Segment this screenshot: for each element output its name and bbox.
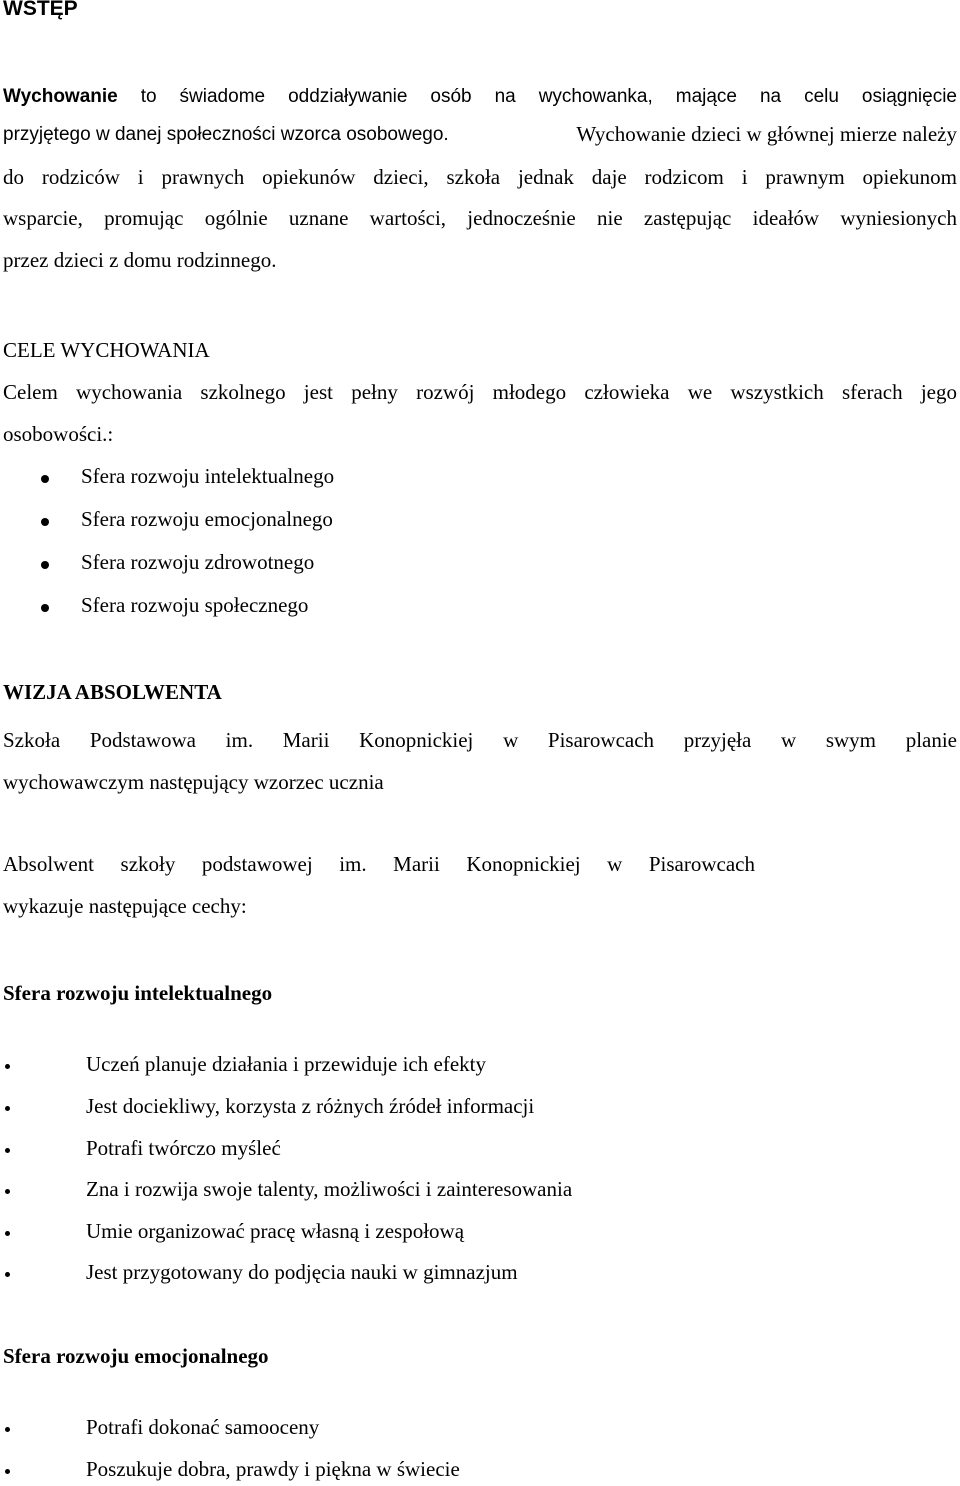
- intel-item-1: Uczeń planuje działania i przewiduje ich efekty: [86, 1052, 486, 1076]
- bullet-icon: [5, 1189, 10, 1194]
- intel-item-6: Jest przygotowany do podjęcia nauki w gimnazjum: [86, 1260, 518, 1284]
- bullet-icon: [41, 561, 49, 569]
- bullet-icon: [41, 604, 49, 612]
- emoc-item-2: Poszukuje dobra, prawdy i piękna w świecie: [86, 1457, 460, 1481]
- intel-item-2: Jest dociekliwy, korzysta z różnych źródeł informacji: [86, 1094, 535, 1118]
- heading-wstep: WSTĘP: [3, 0, 78, 20]
- intro-term: Wychowanie: [3, 86, 118, 107]
- bullet-icon: [5, 1272, 10, 1277]
- cele-item-2: Sfera rozwoju emocjonalnego: [81, 507, 333, 531]
- wizja-line-1: Szkoła Podstawowa im. Marii Konopnickiej w Pisarowcach przyjęła w swym planie: [3, 728, 957, 752]
- bullet-icon: [41, 518, 49, 526]
- absolwent-line-1: Absolwent szkoły podstawowej im. Marii Konopnickiej w Pisarowcach: [3, 852, 755, 876]
- intel-item-3: Potrafi twórczo myśleć: [86, 1136, 281, 1160]
- wizja-line-2: wychowawczym następujący wzorzec ucznia: [3, 770, 384, 794]
- intel-item-5: Umie organizować pracę własną i zespołową: [86, 1219, 465, 1243]
- emoc-item-1: Potrafi dokonać samooceny: [86, 1415, 320, 1439]
- absolwent-line-2: wykazuje następujące cechy:: [3, 894, 247, 918]
- heading-intelektualnego: Sfera rozwoju intelektualnego: [3, 981, 273, 1005]
- bullet-icon: [5, 1469, 10, 1474]
- intro-line-4: wsparcie, promując ogólnie uznane wartości, jednocześnie nie zastępując ideałów wyniesionych: [3, 206, 957, 230]
- bullet-icon: [5, 1064, 10, 1069]
- intro-line-3: do rodziców i prawnych opiekunów dzieci, szkoła jednak daje rodzicom i prawnym opiekunom: [3, 165, 957, 189]
- bullet-icon: [5, 1231, 10, 1236]
- cele-line-2: osobowości.:: [3, 422, 114, 446]
- intro-line-1-text: to świadome oddziaływanie osób na wychowanka, mające na celu osiągnięcie: [117, 86, 957, 107]
- cele-item-4: Sfera rozwoju społecznego: [81, 593, 309, 617]
- intro-line-2-sans: przyjętego w danej społeczności wzorca osobowego.: [3, 124, 449, 145]
- bullet-icon: [5, 1427, 10, 1432]
- intro-line-2: [3, 124, 957, 147]
- heading-emocjonalnego: Sfera rozwoju emocjonalnego: [3, 1344, 269, 1368]
- bullet-icon: [5, 1148, 10, 1153]
- cele-item-1: Sfera rozwoju intelektualnego: [81, 464, 335, 488]
- cele-item-3: Sfera rozwoju zdrowotnego: [81, 550, 315, 574]
- intro-line-1: [3, 86, 957, 108]
- intro-line-2-serif: Wychowanie dzieci w głównej mierze należy: [576, 122, 957, 146]
- cele-line-1: Celem wychowania szkolnego jest pełny rozwój młodego człowieka we wszystkich sferach jego: [3, 380, 957, 404]
- heading-cele: CELE WYCHOWANIA: [3, 338, 210, 362]
- heading-wizja: WIZJA ABSOLWENTA: [3, 680, 222, 704]
- intro-line-5: przez dzieci z domu rodzinnego.: [3, 248, 277, 272]
- intel-item-4: Zna i rozwija swoje talenty, możliwości i zainteresowania: [86, 1177, 573, 1201]
- bullet-icon: [5, 1106, 10, 1111]
- bullet-icon: [41, 475, 49, 483]
